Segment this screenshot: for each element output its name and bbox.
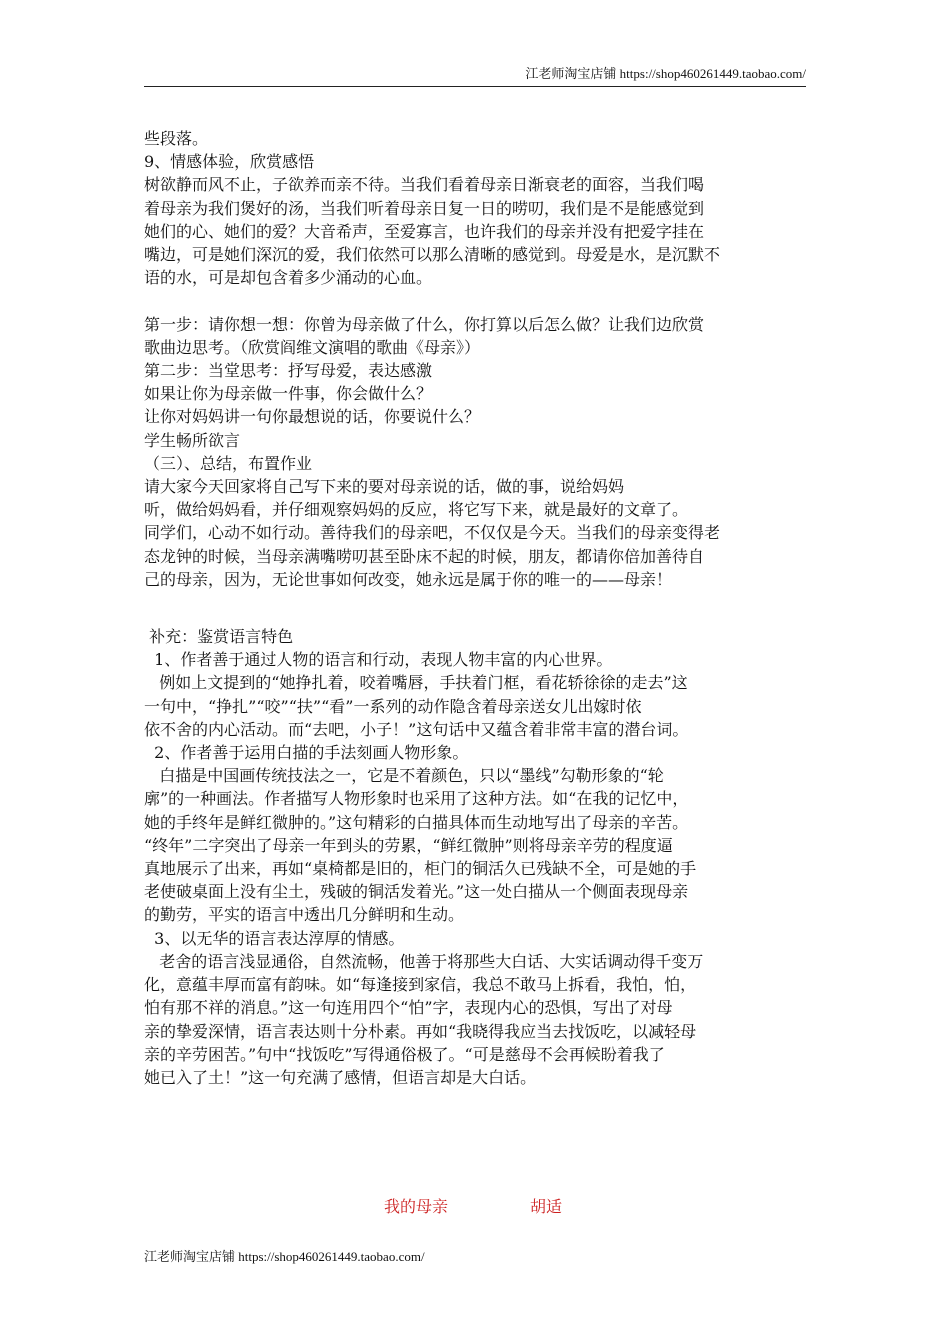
paragraph-line: 真地展示了出来，再如“桌椅都是旧的，柜门的铜活久已残缺不全，可是她的手 bbox=[144, 859, 697, 879]
paragraph-line: 怕有那不祥的消息。”这一句连用四个“怕”字，表现内心的恐惧，写出了对母 bbox=[144, 998, 673, 1018]
point-heading: 3、以无华的语言表达淳厚的情感。 bbox=[144, 928, 405, 948]
section-heading: （三）、总结，布置作业 bbox=[144, 453, 313, 473]
paragraph-line: 歌曲边思考。（欣赏阎维文演唱的歌曲《母亲》） bbox=[144, 337, 481, 357]
paragraph-line: 老使破桌面上没有尘土，残破的铜活发着光。”这一处白描从一个侧面表现母亲 bbox=[144, 882, 689, 902]
paragraph-line: 听，做给妈妈看，并仔细观察妈妈的反应，将它写下来，就是最好的文章了。 bbox=[144, 500, 689, 520]
article-author: 胡适 bbox=[530, 1197, 563, 1216]
paragraph: 些段落。 bbox=[144, 129, 209, 148]
paragraph: 学生畅所欲言 bbox=[144, 430, 241, 450]
page-header: 江老师淘宝店铺 https://shop460261449.taobao.com/ bbox=[525, 66, 806, 81]
paragraph-line: 亲的辛劳困苦。”句中“找饭吃”写得通俗极了。“可是慈母不会再候盼着我了 bbox=[144, 1044, 665, 1064]
paragraph: 第二步：当堂思考：抒写母爱，表达感激 bbox=[144, 361, 433, 381]
paragraph-line: 白描是中国画传统技法之一，它是不着颜色，只以“墨线”勾勒形象的“轮 bbox=[144, 766, 664, 786]
paragraph-line: 例如上文提到的“她挣扎着，咬着嘴唇，手扶着门框，看花轿徐徐的走去”这 bbox=[144, 673, 688, 693]
paragraph-line: 第一步：请你想一想：你曾为母亲做了什么，你打算以后怎么做？让我们边欣赏 bbox=[144, 314, 705, 334]
paragraph-line: 廓”的一种画法。作者描写人物形象时也采用了这种方法。如“在我的记忆中， bbox=[144, 789, 689, 809]
paragraph-line: 着母亲为我们煲好的汤，当我们听着母亲日复一日的唠叨，我们是不是能感觉到 bbox=[144, 198, 705, 218]
paragraph-line: 己的母亲，因为，无论世事如何改变，她永远是属于你的唯一的——母亲！ bbox=[144, 569, 673, 589]
paragraph-line: 请大家今天回家将自己写下来的要对母亲说的话，做的事，说给妈妈 bbox=[144, 477, 625, 497]
spacer bbox=[144, 591, 814, 625]
header-rule bbox=[144, 86, 806, 87]
paragraph: 让你对妈妈讲一句你最想说的话，你要说什么？ bbox=[144, 407, 481, 427]
paragraph-line: 态龙钟的时候，当母亲满嘴唠叨甚至卧床不起的时候，朋友，都请你倍加善待自 bbox=[144, 546, 705, 566]
document-body bbox=[144, 127, 814, 1089]
next-article-title bbox=[384, 1196, 562, 1218]
point-heading: 1、作者善于通过人物的语言和行动，表现人物丰富的内心世界。 bbox=[144, 650, 613, 670]
spacer bbox=[144, 289, 814, 312]
paragraph-line: 一句中，“挣扎”“咬”“扶”“看”一系列的动作隐含着母亲送女儿出嫁时依 bbox=[144, 696, 642, 716]
supplement-heading: 补充：鉴赏语言特色 bbox=[144, 627, 294, 647]
paragraph-line: 嘴边，可是她们深沉的爱，我们依然可以那么清晰的感觉到。母爱是水，是沉默不 bbox=[144, 245, 721, 265]
paragraph-line: 老舍的语言浅显通俗，自然流畅，他善于将那些大白话、大实话调动得千变万 bbox=[144, 951, 704, 971]
section-heading: 9、情感体验，欣赏感悟 bbox=[144, 152, 315, 172]
page-footer: 江老师淘宝店铺 https://shop460261449.taobao.com/ bbox=[144, 1249, 425, 1264]
paragraph-line: 她们的心、她们的爱？大音希声，至爱寡言，也许我们的母亲并没有把爱字挂在 bbox=[144, 221, 705, 241]
paragraph-line: 同学们，心动不如行动。善待我们的母亲吧，不仅仅是今天。当我们的母亲变得老 bbox=[144, 523, 721, 543]
paragraph: 如果让你为母亲做一件事，你会做什么？ bbox=[144, 384, 433, 404]
paragraph-line: 的勤劳，平实的语言中透出几分鲜明和生动。 bbox=[144, 905, 465, 925]
paragraph-line: 树欲静而风不止，子欲养而亲不待。当我们看着母亲日渐衰老的面容，当我们喝 bbox=[144, 175, 705, 195]
paragraph-line: “终年”二字突出了母亲一年到头的劳累，“鲜红微肿”则将母亲辛劳的程度逼 bbox=[144, 835, 673, 855]
paragraph-line: 她已入了土！”这一句充满了感情，但语言却是大白话。 bbox=[144, 1067, 537, 1087]
paragraph-line: 她的手终年是鲜红微肿的。”这句精彩的白描具体而生动地写出了母亲的辛苦。 bbox=[144, 812, 689, 832]
paragraph-line: 化，意蕴丰厚而富有韵味。如“每逢接到家信，我总不敢马上拆看，我怕，怕， bbox=[144, 975, 697, 995]
paragraph-line: 依不舍的内心活动。而“去吧，小子！”这句话中又蕴含着非常丰富的潜台词。 bbox=[144, 719, 689, 739]
paragraph-line: 语的水，可是却包含着多少涌动的心血。 bbox=[144, 268, 433, 288]
point-heading: 2、作者善于运用白描的手法刻画人物形象。 bbox=[144, 743, 469, 763]
paragraph-line: 亲的挚爱深情，语言表达则十分朴素。再如“我晓得我应当去找饭吃，以减轻母 bbox=[144, 1021, 697, 1041]
article-title: 我的母亲 bbox=[384, 1197, 449, 1216]
